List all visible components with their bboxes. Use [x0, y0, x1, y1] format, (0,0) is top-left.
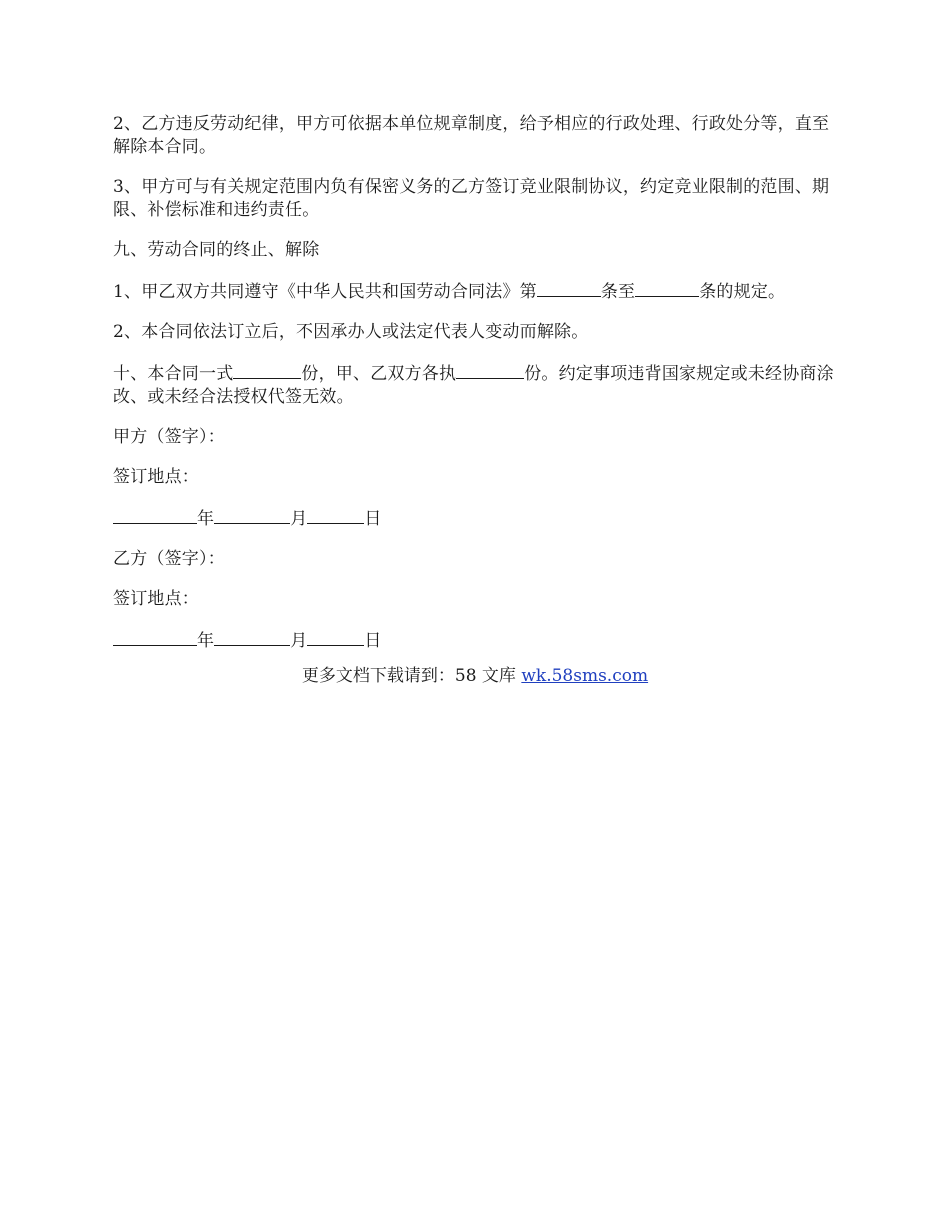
party-b-year-label: 年: [197, 631, 215, 651]
party-a-date-line: [113, 506, 843, 531]
footer: [0, 665, 950, 688]
article-end-blank: [635, 279, 699, 297]
clause-9-1-text-c: 条的规定。: [699, 282, 786, 302]
section-10-text-c: 份。约定事项违背国家规定或未经协商涂改、或未经合法授权代签无效。: [113, 364, 834, 407]
party-b-month-blank: [214, 628, 290, 646]
total-copies-blank: [233, 361, 301, 379]
clause-9-2: 2、本合同依法订立后，不因承办人或法定代表人变动而解除。: [113, 322, 589, 342]
party-a-day-label: 日: [364, 509, 382, 529]
party-b-date-line: [113, 628, 843, 653]
clause-8-3: 3、甲方可与有关规定范围内负有保密义务的乙方签订竞业限制协议，约定竞业限制的范围、期限、补偿标准和违约责任。: [113, 177, 830, 220]
party-a-place-label: 签订地点：: [113, 467, 199, 487]
section-10-text-b: 份，甲、乙双方各执: [301, 364, 457, 384]
party-b-day-blank: [307, 628, 364, 646]
party-a-year-blank: [113, 506, 197, 524]
clause-9-1-text-b: 条至: [600, 282, 636, 302]
section-10: [113, 361, 843, 409]
footer-link[interactable]: wk.58sms.com: [521, 666, 649, 686]
section-9-heading: 九、劳动合同的终止、解除: [113, 240, 320, 260]
party-b-year-blank: [113, 628, 197, 646]
article-start-blank: [537, 279, 601, 297]
party-a-day-blank: [307, 506, 364, 524]
each-copies-blank: [456, 361, 524, 379]
party-a-month-blank: [214, 506, 290, 524]
clause-9-1: [113, 279, 843, 304]
party-b-month-label: 月: [290, 631, 308, 651]
party-b-signature-label: 乙方（签字）：: [113, 549, 225, 569]
party-a-year-label: 年: [197, 509, 215, 529]
document-body: [113, 113, 843, 670]
party-b-place-label: 签订地点：: [113, 589, 199, 609]
party-a-signature-label: 甲方（签字）：: [113, 427, 225, 447]
footer-text: 更多文档下载请到：58 文库: [301, 666, 522, 686]
party-a-month-label: 月: [290, 509, 308, 529]
clause-9-1-text-a: 1、甲乙双方共同遵守《中华人民共和国劳动合同法》第: [113, 282, 537, 302]
clause-8-2: 2、乙方违反劳动纪律，甲方可依据本单位规章制度，给予相应的行政处理、行政处分等，直至解除本合同。: [113, 114, 830, 157]
section-10-text-a: 十、本合同一式: [113, 364, 234, 384]
party-b-day-label: 日: [364, 631, 382, 651]
